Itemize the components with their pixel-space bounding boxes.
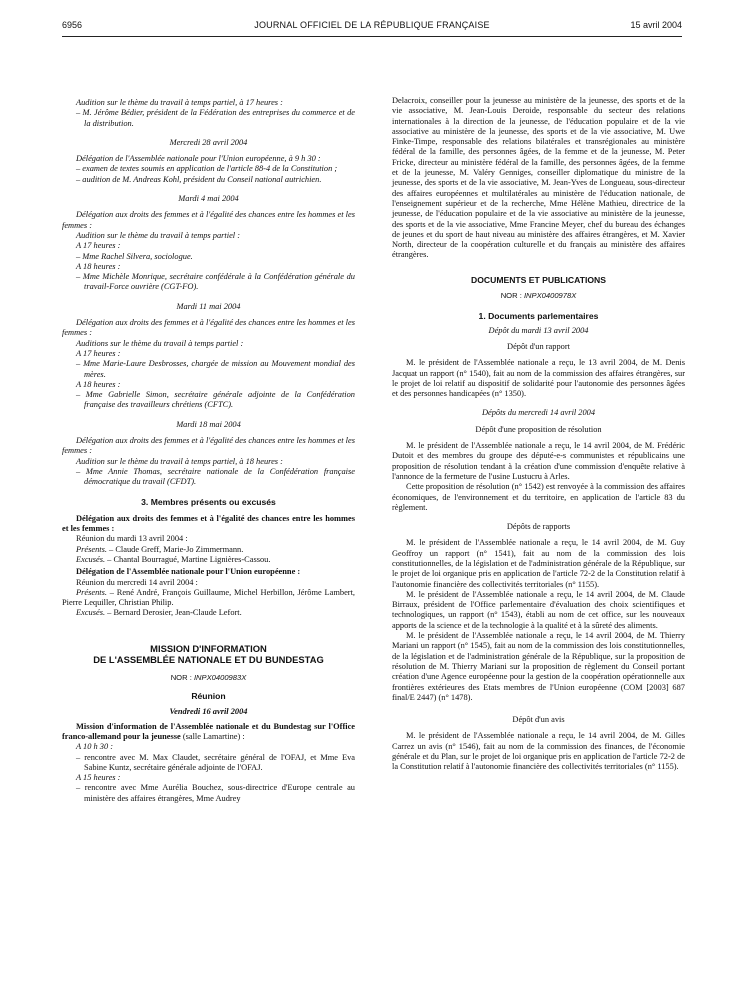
excused-label: Excusés. (76, 554, 106, 564)
delegation-line: Délégation aux droits des femmes et à l'égalité des chances entre les hommes et les femmes : (62, 436, 355, 456)
nor-code: INPX0400978X (523, 291, 577, 301)
time-line: A 17 heures : (76, 348, 121, 358)
agenda-item: – audition de M. Andreas Kohl, président du Conseil national autrichien. (76, 174, 322, 184)
time-line: A 17 heures : (76, 241, 121, 251)
agenda-item: – Mme Rachel Silvera, sociologue. (76, 251, 193, 261)
subheading: Dépôts de rapports (506, 522, 571, 532)
deposit-paragraph: M. le président de l'Assemblée nationale a reçu, le 14 avril 2004, de M. Frédéric Dutoit et des membres du groupe des député-e-s communistes et républicains une proposition de résolution tendant à la création d'une commission d'enquête relative à l'annonce de la fermeture de l'usine Lustucru à Arles. (392, 441, 685, 481)
nor-reference (392, 291, 685, 301)
excused-line (62, 608, 355, 618)
date-heading: Mardi 11 mai 2004 (176, 301, 241, 311)
agenda-item: – rencontre avec Mme Aurélia Bouchez, sous-directrice d'Europe centrale au ministère des affaires étrangères, Mme Audrey (76, 783, 355, 803)
mission-title-line1: MISSION D'INFORMATION (150, 642, 267, 654)
nor-reference (62, 673, 355, 683)
audition-line: Audition sur le thème du travail à temps partiel : (76, 230, 240, 240)
time-line: A 18 heures : (76, 379, 121, 389)
date-heading: Mardi 18 mai 2004 (176, 419, 241, 429)
mission-line (62, 722, 355, 743)
agenda-item: – Mme Michèle Monrique, secrétaire confédérale à la Confédération générale du travail-Force ouvrière (CGT-FO). (76, 272, 355, 292)
nor-code: INPX0400983X (193, 672, 247, 682)
deposit-paragraph: Cette proposition de résolution (n° 1542) est renvoyée à la commission des affaires économiques, de l'environnement et du territoire, en application de l'article 83 du règlement. (392, 482, 685, 512)
mission-title-line2: DE L'ASSEMBLÉE NATIONALE ET DU BUNDESTAG (93, 653, 324, 665)
agenda-item: – Mme Gabrielle Simon, secrétaire générale adjointe de la Confédération française des travailleurs chrétiens (CFTC). (76, 390, 355, 410)
page-number: 6956 (62, 20, 83, 30)
delegation-line: Délégation aux droits des femmes et à l'égalité des chances entre les hommes et les femmes : (62, 210, 355, 230)
present-names: – Claude Greff, Marie-Jo Zimmermann. (106, 544, 244, 554)
section-title: 3. Membres présents ou excusés (141, 496, 276, 507)
meeting-line: Réunion du mardi 13 avril 2004 : (76, 534, 188, 544)
right-column (392, 96, 685, 773)
present-label: Présents. (76, 587, 107, 597)
delegation-line: Délégation de l'Assemblée nationale pour l'Union européenne, à 9 h 30 : (76, 154, 321, 164)
present-names: – René André, François Guillaume, Michel Herbillon, Jérôme Lambert, Pierre Lequiller, Christian Philip. (62, 587, 355, 608)
spacer (62, 619, 355, 629)
present-line (62, 588, 355, 609)
nor-label: NOR : (170, 672, 192, 682)
delegation-line: Délégation aux droits des femmes et à l'égalité des chances entre les hommes et les femmes : (62, 318, 355, 338)
issue-date: 15 avril 2004 (630, 20, 682, 30)
audition-line: Auditions sur le thème du travail à temps partiel : (76, 338, 244, 348)
subheading: Dépôt d'une proposition de résolution (475, 424, 602, 434)
delegation-heading: Délégation de l'Assemblée nationale pour l'Union européenne : (76, 567, 301, 577)
excused-names: – Chantal Bourragué, Martine Lignières-Cassou. (105, 554, 271, 564)
deposit-paragraph: M. le président de l'Assemblée nationale a reçu, le 14 avril 2004, de M. Guy Geoffroy un rapport (n° 1541), fait au nom de la commission des lois constitutionnelles, de la législation et de l'administration générale de la République, sur le projet de loi organique pris en application de l'article 72-2 de la Constitution relatif à l'autonomie financière des collectivités territoriales (n° 1155). (392, 538, 685, 589)
agenda-item: – Mme Marie-Laure Desbrosses, chargée de mission au Mouvement mondial des mères. (76, 359, 355, 379)
date-heading: Dépôts du mercredi 14 avril 2004 (481, 408, 596, 418)
time-line: A 15 heures : (76, 773, 121, 783)
time-line: A 10 h 30 : (76, 742, 114, 752)
reunion-heading: Réunion (191, 691, 226, 702)
deposit-paragraph: M. le président de l'Assemblée nationale a reçu, le 14 avril 2004, de M. Gilles Carrez un avis (n° 1546), fait au nom de la commission des finances, de l'économie générale et du Plan, sur le projet de loi organique pris en application de l'article 72-2 de la Constitution relatif à l'autonomie financière des collectivités territoriales (n° 1155). (392, 731, 685, 772)
present-line (62, 545, 355, 555)
excused-label: Excusés. (76, 608, 106, 618)
present-label: Présents. (76, 544, 107, 554)
meeting-line: Réunion du mercredi 14 avril 2004 : (76, 577, 198, 587)
excused-line (62, 555, 355, 565)
delegation-heading: Délégation aux droits des femmes et à l'égalité des chances entre les hommes et les femmes : (62, 513, 355, 534)
left-column (62, 98, 355, 804)
date-heading: Mardi 4 mai 2004 (178, 194, 239, 204)
agenda-item: – M. Jérôme Bédier, président de la Fédération des entreprises du commerce et de la distribution. (76, 108, 355, 128)
nor-label: NOR : (500, 291, 522, 301)
deposit-paragraph: M. le président de l'Assemblée nationale a reçu, le 14 avril 2004, de M. Thierry Mariani un rapport (n° 1545), fait au nom de la commission des lois constitutionnelles, de la législation et de l'administration générale de la République, sur la proposition de résolution de M. Thierry Mariani sur la proposition de règlement du Conseil portant création d'une Agence européenne pour la gestion de la coopération opérationnelle aux frontières extérieures des Etats membres de l'Union européenne (COM [2003] 687 final/E 2447) (n° 1478). (392, 631, 685, 702)
continuation-paragraph: Delacroix, conseiller pour la jeunesse au ministère de la jeunesse, des sports et de la vie associative, M. Jean-Louis Deroide, responsable du secteur des relations internationales à la direction de la jeunesse, de l'éducation populaire et de la vie associative au ministère de la jeunesse, des sports et de la vie associative, M. Uwe Finke-Timpe, responsable des relations bilatérales et transrégionales au ministère fédéral de la famille, des personnes âgées, de la femme et de la jeunesse, M. Peter Fricke, directeur au ministère fédéral de la famille, des personnes âgées, de la femme et de la jeunesse, M. Valéry Genniges, conseiller diplomatique du ministre de la jeunesse, des sports et de la vie associative, M. Jean-Yves de Longueau, sous-directeur des affaires européennes et multilatérales au ministère de l'éducation nationale, de l'enseignement supérieur et de la recherche, Mme Hélène Mathieu, directrice de la jeunesse, de l'éducation populaire et de la vie associative au ministère de la jeunesse, des sports et de la vie associative, Mme Francine Meyer, chef du bureau des échanges de jeunes et du sport de haut niveau au ministère des affaires étrangères, et M. Xavier North, directeur de la coopération culturelle et du français au ministère des affaires étrangères. (392, 96, 685, 260)
meeting-date: Vendredi 16 avril 2004 (169, 707, 248, 717)
subheading: Dépôt d'un rapport (507, 341, 570, 351)
agenda-item: – rencontre avec M. Max Claudet, secrétaire général de l'OFAJ, et Mme Eva Sabine Kuntz, secrétaire générale adjointe de l'OFAJ. (76, 752, 355, 772)
audition-line: Audition sur le thème du travail à temps partiel, à 18 heures : (76, 456, 283, 466)
agenda-item: – examen de textes soumis en application de l'article 88-4 de la Constitution ; (76, 164, 338, 174)
header-rule (62, 36, 682, 37)
date-heading: Dépôt du mardi 13 avril 2004 (488, 325, 589, 335)
deposit-paragraph: M. le président de l'Assemblée nationale a reçu, le 14 avril 2004, de M. Claude Birraux, président de l'Office parlementaire d'évaluation des choix scientifiques et technologiques, un rapport (n° 1543), établi au nom de cet office, sur les nouveaux apports de la science et de la technologie à la qualité et à la sûreté des aliments. (392, 589, 685, 630)
excused-names: – Bernard Derosier, Jean-Claude Lefort. (105, 608, 242, 618)
agenda-item: – Mme Annie Thomas, secrétaire nationale de la Confédération française démocratique du travail (CFDT). (76, 466, 355, 487)
audition-line: Audition sur le thème du travail à temps partiel, à 17 heures : (76, 98, 283, 107)
date-heading: Mercredi 28 avril 2004 (169, 137, 248, 147)
journal-title: JOURNAL OFFICIEL DE LA RÉPUBLIQUE FRANÇAISE (254, 20, 490, 30)
subheading: Dépôt d'un avis (512, 715, 565, 725)
deposit-paragraph: M. le président de l'Assemblée nationale a reçu, le 13 avril 2004, de M. Denis Jacquat un rapport (n° 1540), fait au nom de la commission des affaires étrangères, sur le projet de loi relatif au dispositif de solidarité pour l'autonomie des personnes âgées et des personnes handicapées (n° 1350). (392, 358, 685, 399)
mission-name: Mission d'information de l'Assemblée nationale et du Bundestag sur l'Office franco-allemand pour la jeunesse (62, 721, 355, 741)
documents-title: DOCUMENTS ET PUBLICATIONS (471, 274, 606, 285)
page-header (62, 20, 682, 34)
section-title: 1. Documents parlementaires (478, 311, 599, 322)
mission-room: (salle Lamartine) : (180, 731, 245, 741)
time-line: A 18 heures : (76, 261, 121, 271)
